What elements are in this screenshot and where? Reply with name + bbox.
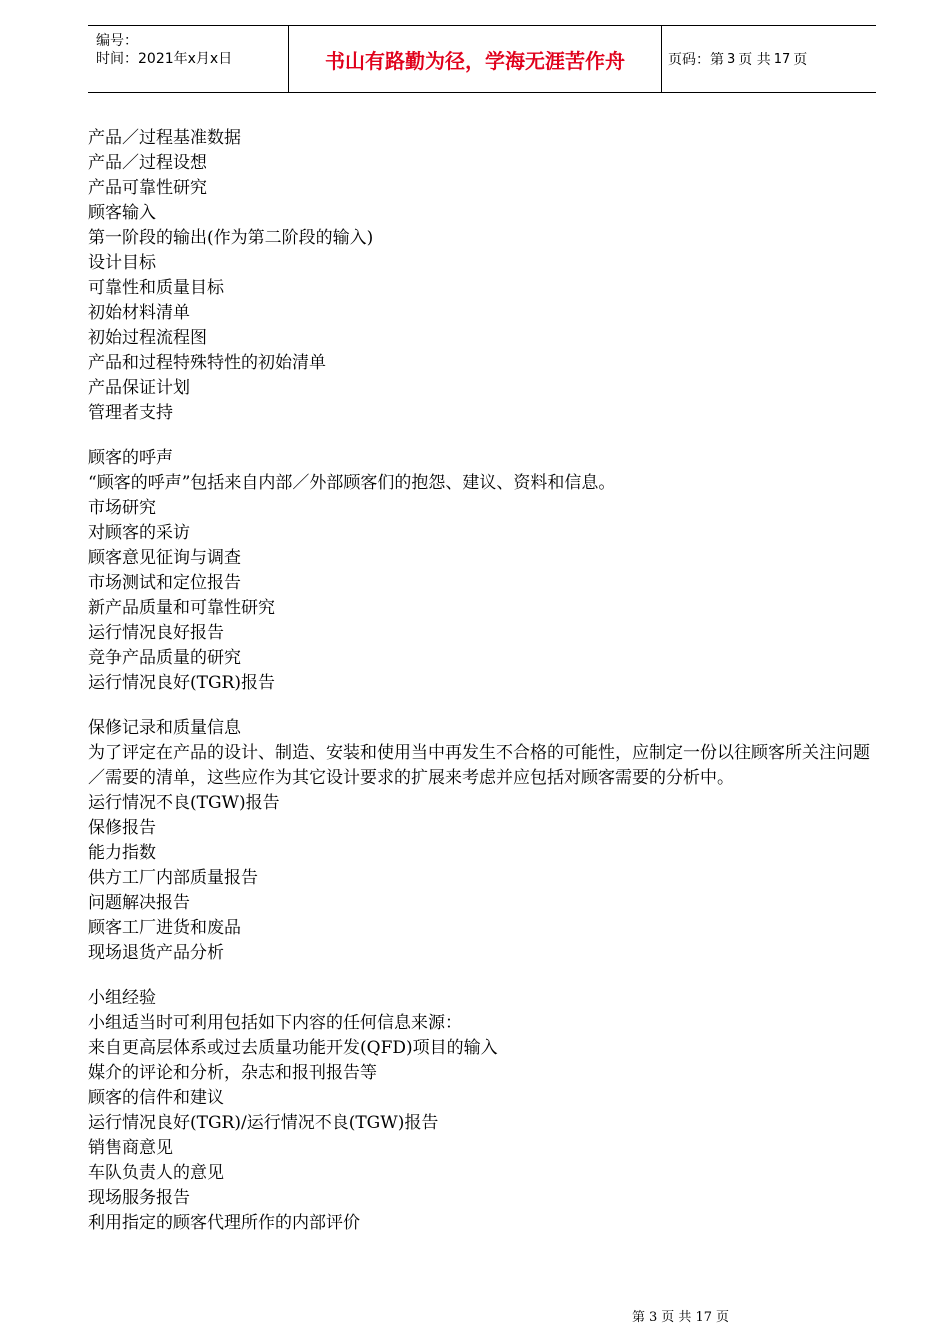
section-gap: [88, 696, 878, 716]
header-motto: 书山有路勤为径，学海无涯苦作舟: [288, 26, 662, 92]
body-line: 运行情况不良(TGW)报告: [88, 793, 280, 813]
body-line: 销售商意见: [88, 1138, 173, 1158]
body-line: 来自更高层体系或过去质量功能开发(QFD)项目的输入: [88, 1038, 498, 1058]
body-line: 运行情况良好报告: [88, 623, 224, 643]
section-heading: 顾客的呼声: [88, 448, 173, 468]
footer-prefix: 第: [632, 1310, 646, 1325]
header-page-total: 17: [773, 51, 791, 67]
document-body: [88, 126, 878, 1236]
body-line: 运行情况良好(TGR)/运行情况不良(TGW)报告: [88, 1113, 439, 1133]
header-page-prefix: 页码：第: [668, 52, 724, 68]
header-meta: [88, 26, 288, 92]
body-line: 顾客意见征询与调查: [88, 548, 241, 568]
section-heading: 产品／过程基准数据: [88, 128, 241, 148]
body-line: 市场研究: [88, 498, 156, 518]
body-line: 车队负责人的意见: [88, 1163, 224, 1183]
body-line: 现场退货产品分析: [88, 943, 224, 963]
body-line: 可靠性和质量目标: [88, 278, 224, 298]
body-line: 顾客输入: [88, 203, 156, 223]
body-line: 产品和过程特殊特性的初始清单: [88, 353, 326, 373]
body-line: 初始过程流程图: [88, 328, 207, 348]
body-line: 利用指定的顾客代理所作的内部评价: [88, 1213, 360, 1233]
body-line: 产品／过程设想: [88, 153, 207, 173]
body-line: 供方工厂内部质量报告: [88, 868, 258, 888]
header-time-label: 时间：2021年x月x日: [96, 51, 233, 67]
header-page-number: 3: [727, 51, 736, 67]
section-gap: [88, 966, 878, 986]
body-line: 运行情况良好(TGR)报告: [88, 673, 275, 693]
header-page-info: [660, 26, 876, 92]
body-line: 对顾客的采访: [88, 523, 190, 543]
body-line: 能力指数: [88, 843, 156, 863]
header-page-mid: 页 共: [738, 52, 771, 68]
body-line: 初始材料清单: [88, 303, 190, 323]
header-page-suffix: 页: [793, 52, 808, 68]
body-line: 竞争产品质量的研究: [88, 648, 241, 668]
body-line: 顾客工厂进货和废品: [88, 918, 241, 938]
footer-suffix: 页: [715, 1310, 729, 1325]
section-heading: 小组经验: [88, 988, 156, 1008]
body-line: 市场测试和定位报告: [88, 573, 241, 593]
header-number-label: 编号：: [96, 33, 138, 49]
body-line: 保修报告: [88, 818, 156, 838]
body-line: 问题解决报告: [88, 893, 190, 913]
body-line: 产品可靠性研究: [88, 178, 207, 198]
body-line: 现场服务报告: [88, 1188, 190, 1208]
section-heading: 保修记录和质量信息: [88, 718, 241, 738]
body-line: “顾客的呼声”包括来自内部／外部顾客们的抱怨、建议、资料和信息。: [88, 473, 616, 493]
body-line: 为了评定在产品的设计、制造、安装和使用当中再发生不合格的可能性，应制定一份以往顾客所关注问题／需要的清单，这些应作为其它设计要求的扩展来考虑并应包括对顾客需要的分析中。: [88, 743, 870, 788]
footer-mid: 页 共: [661, 1310, 692, 1325]
page-footer: [632, 1306, 729, 1325]
body-line: 管理者支持: [88, 403, 173, 423]
body-line: 产品保证计划: [88, 378, 190, 398]
page-header: [88, 25, 876, 93]
body-line: 媒介的评论和分析，杂志和报刊报告等: [88, 1063, 377, 1083]
footer-page-number: 3: [649, 1310, 658, 1325]
body-line: 顾客的信件和建议: [88, 1088, 224, 1108]
body-line: 小组适当时可利用包括如下内容的任何信息来源：: [88, 1013, 462, 1033]
footer-page-total: 17: [695, 1310, 712, 1325]
section-gap: [88, 426, 878, 446]
body-line: 设计目标: [88, 253, 156, 273]
body-line: 新产品质量和可靠性研究: [88, 598, 275, 618]
body-line: 第一阶段的输出(作为第二阶段的输入): [88, 228, 374, 248]
